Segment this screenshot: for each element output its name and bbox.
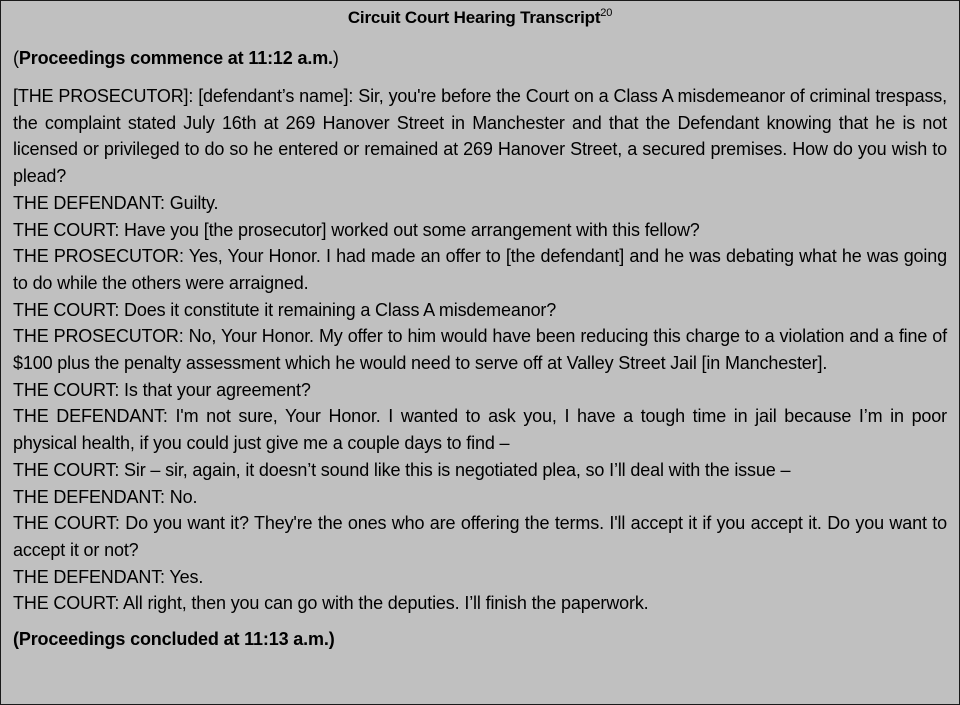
- transcript-line: THE DEFENDANT: Yes.: [13, 566, 204, 587]
- transcript-line: THE DEFENDANT: I'm not sure, Your Honor. I wanted to ask you, I have a tough time in jail because I’m in poor physical health, if you could just give me a couple days to find –: [13, 406, 947, 454]
- proceedings-start: [13, 45, 947, 71]
- transcript-line: THE COURT: Does it constitute it remaining a Class A misdemeanor?: [13, 299, 557, 320]
- proceedings-end: [13, 626, 947, 652]
- transcript-line: THE PROSECUTOR: Yes, Your Honor. I had made an offer to [the defendant] and he was debating what he was going to do while the others were arraigned.: [13, 246, 947, 293]
- transcript-line: THE DEFENDANT: No.: [13, 486, 198, 507]
- transcript-line: THE COURT: Is that your agreement?: [13, 379, 311, 400]
- footnote-marker: 20: [600, 7, 613, 19]
- transcript-line: THE COURT: Sir – sir, again, it doesn’t sound like this is negotiated plea, so I’ll deal with the issue –: [13, 459, 791, 480]
- transcript-line: THE COURT: Have you [the prosecutor] worked out some arrangement with this fellow?: [13, 219, 700, 240]
- proceedings-end-text: (Proceedings concluded at 11:13 a.m.): [13, 629, 335, 650]
- transcript-line: THE DEFENDANT: Guilty.: [13, 192, 219, 213]
- transcript-body: [13, 83, 947, 617]
- open-paren: (: [13, 48, 19, 68]
- transcript-line: [THE PROSECUTOR]: [defendant’s name]: Sir, you're before the Court on a Class A misdemeanor of criminal trespass, the complaint stated July 16th at 269 Hanover Street in Manchester and that the Defendant knowing that he is not licensed or privileged to do so he entered or remained at 269 Hanover Street, a secured premises. How do you wish to plead?: [13, 86, 947, 187]
- transcript-line: THE COURT: Do you want it? They're the ones who are offering the terms. I'll accept it if you accept it. Do you want to accept it or not?: [13, 513, 947, 560]
- transcript-line: THE PROSECUTOR: No, Your Honor. My offer to him would have been reducing this charge to a violation and a fine of $100 plus the penalty assessment which he would need to serve off at Valley Street Jail [in Manchester].: [13, 326, 947, 374]
- close-paren: ): [332, 48, 339, 68]
- proceedings-start-text: Proceedings commence at 11:12 a.m.: [18, 48, 333, 68]
- transcript-line: THE COURT: All right, then you can go with the deputies. I’ll finish the paperwork.: [13, 593, 649, 614]
- transcript-title: [13, 7, 947, 29]
- title-text: Circuit Court Hearing Transcript: [347, 8, 601, 27]
